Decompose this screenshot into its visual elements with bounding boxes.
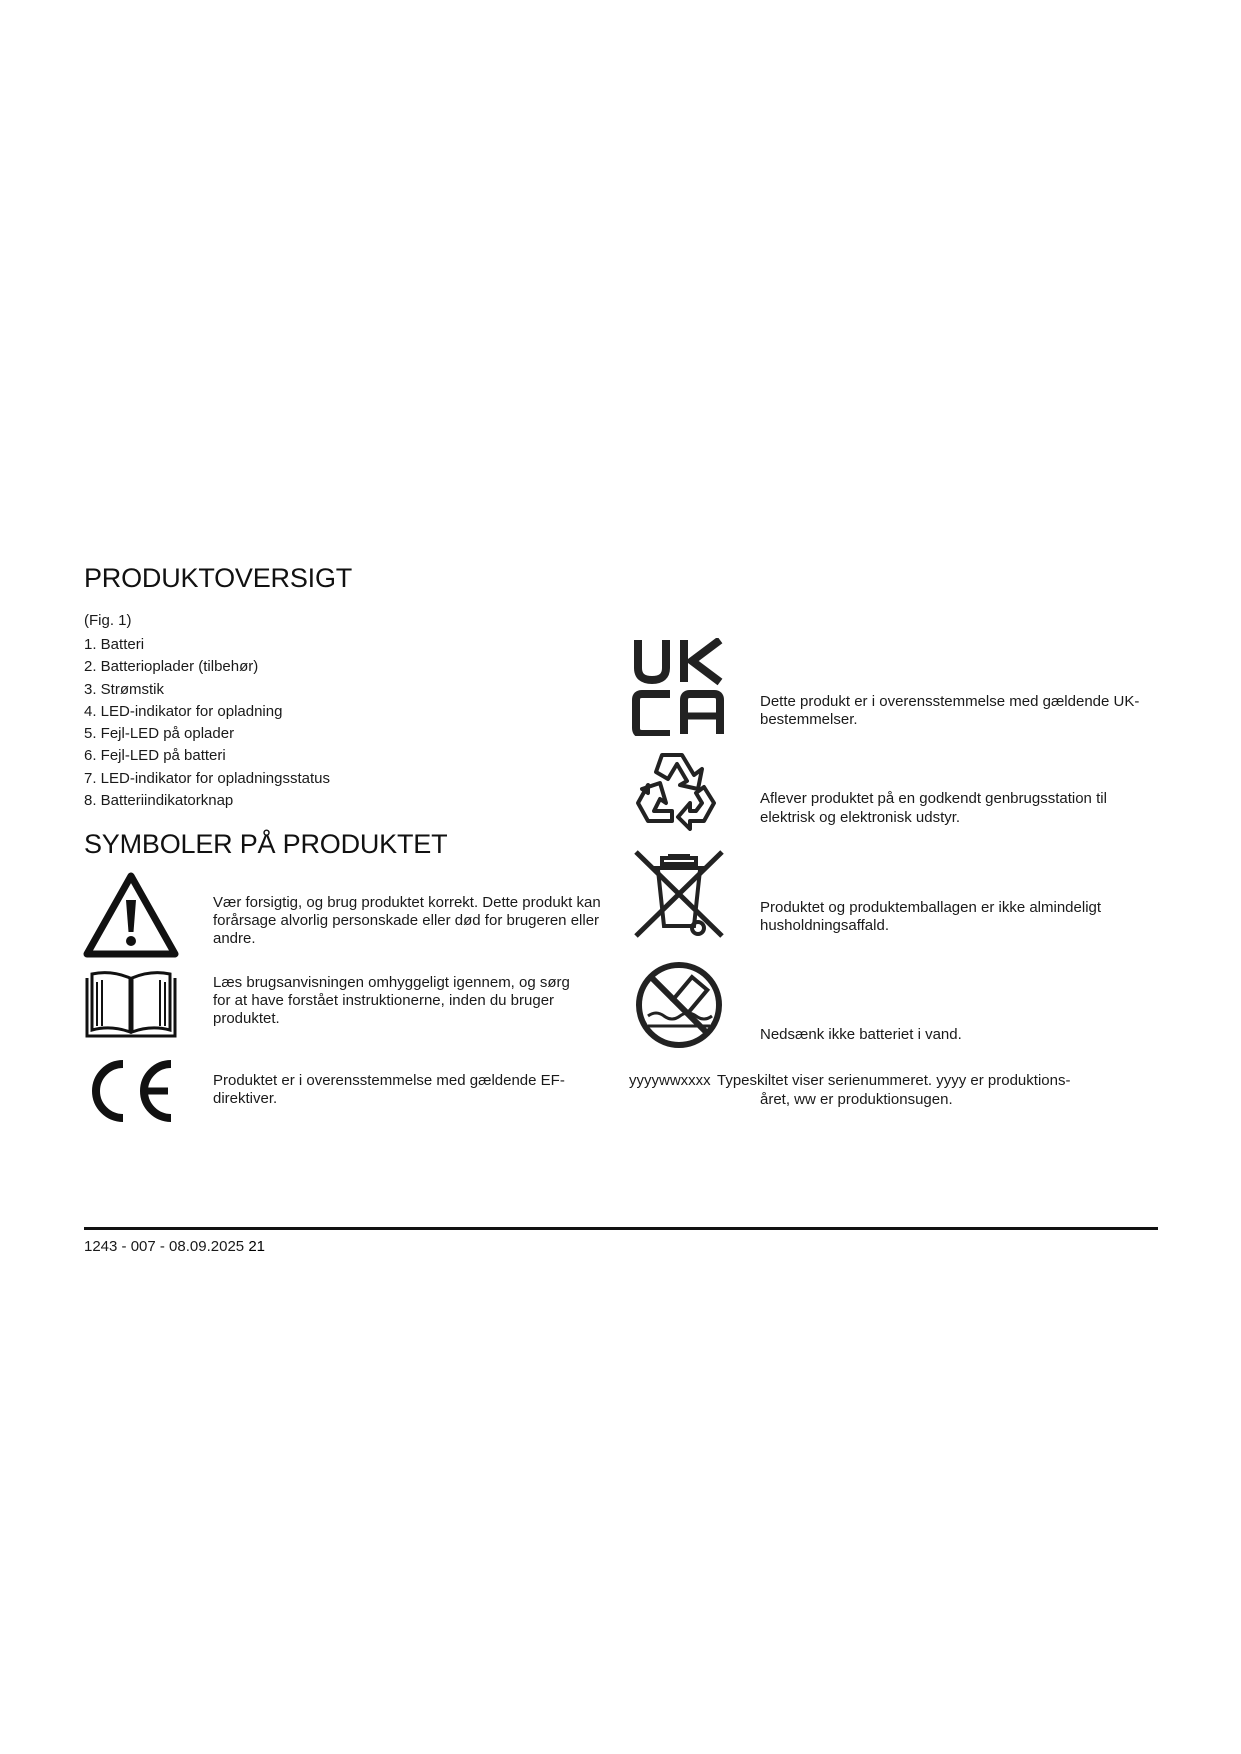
list-item: 6. Fejl-LED på batteri (84, 747, 226, 765)
open-book-icon (83, 970, 179, 1040)
list-item: 3. Strømstik (84, 680, 165, 698)
ce-text: Produktet er i overensstemmelse med gældende EF-direktiver. (213, 1072, 565, 1107)
manual-text: Læs brugsanvisningen omhyggeligt igennem, og sørg for at have forstået instruktionerne, inden du bruger produktet. (213, 974, 570, 1027)
list-item: 8. Batteriindikatorknap (84, 792, 234, 810)
list-item: 1. Batteri (84, 636, 145, 653)
no-immerse-icon (634, 960, 724, 1050)
document-reference: 1243 - 007 - 08.09.2025 (84, 1238, 245, 1255)
ukca-mark-icon (630, 638, 726, 736)
page-number: 21 (248, 1238, 265, 1255)
serial-text-line2: året, ww er produktionsugen. (760, 1091, 953, 1108)
recycle-text: Aflever produktet på en godkendt genbrugsstation til elektrisk og elektronisk udstyr. (760, 790, 1107, 826)
ce-mark-icon (83, 1056, 179, 1126)
recycle-icon (632, 747, 718, 831)
overview-title: PRODUKTOVERSIGT (84, 563, 353, 593)
list-item: 7. LED-indikator for opladningsstatus (84, 769, 330, 787)
serial-code: yyyywwxxxx (629, 1072, 711, 1089)
list-item: 2. Batterioplader (tilbehør) (84, 658, 259, 676)
footer (84, 1238, 265, 1255)
list-item: 4. LED-indikator for opladning (84, 702, 283, 720)
no-water-text: Nedsænk ikke batteriet i vand. (760, 1026, 962, 1043)
parts-list (84, 634, 330, 812)
figure-reference: (Fig. 1) (84, 612, 132, 629)
warning-triangle-icon (83, 872, 179, 958)
list-item: 5. Fejl-LED på oplader (84, 725, 235, 743)
serial-text-line1: Typeskiltet viser serienummeret. yyyy er produktions- (717, 1072, 1071, 1089)
ukca-text: Dette produkt er i overensstemmelse med gældende UK-bestemmelser. (760, 693, 1140, 728)
symbols-title: SYMBOLER PÅ PRODUKTET (84, 829, 448, 859)
weee-text: Produktet og produktemballagen er ikke almindeligt husholdningsaffald. (760, 899, 1102, 934)
warning-text: Vær forsigtig, og brug produktet korrekt. Dette produkt kan forårsage alvorlig personskade eller død for brugeren eller andre. (213, 894, 601, 947)
crossed-bin-icon (632, 848, 728, 940)
footer-rule (84, 1227, 1158, 1230)
